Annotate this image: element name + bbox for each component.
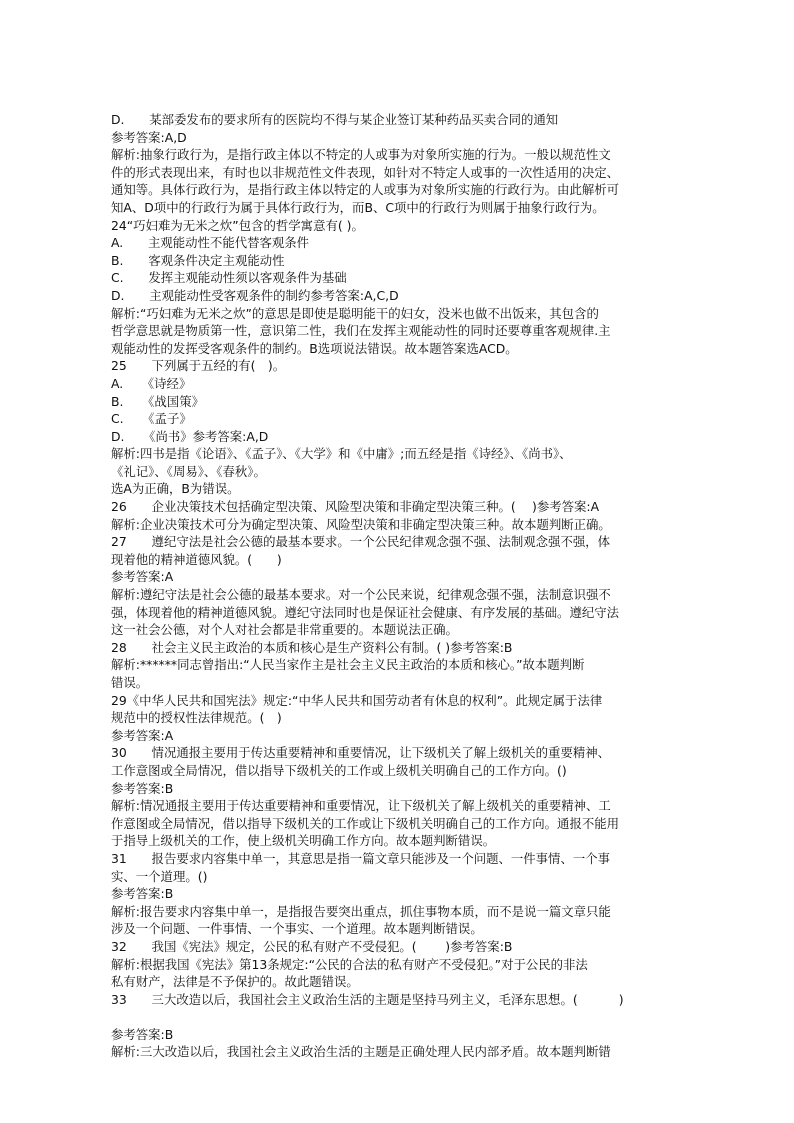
text-line: 25 下列属于五经的有( )。 (111, 358, 286, 374)
text-line: D. 《尚书》参考答案:A,D (111, 428, 269, 444)
text-line: 24“巧妇难为无米之炊”包含的哲学寓意有( )。 (111, 217, 364, 233)
text-line: 强，体现着他的精神道德风貌。遵纪守法同时也是保证社会健康、有序发展的基础。遵纪守法 (111, 604, 620, 620)
text-line: 哲学意思就是物质第一性，意识第二性，我们在发挥主观能动性的同时还要尊重客观规律.主 (111, 323, 611, 339)
text-line: 错误。 (111, 675, 149, 690)
text-line: 解析:报告要求内容集中单一，是指报告要突出重点，抓住事物本质，而不是说一篇文章只能 (111, 903, 611, 919)
text-line: 27 遵纪守法是社会公德的最基本要求。一个公民纪律观念强不强、法制观念强不强，体 (111, 534, 611, 550)
text-line: 参考答案:B (111, 886, 174, 902)
text-line: 知A、D项中的行政行为属于具体行政行为，而B、C项中的行政行为则属于抽象行政行为。 (111, 199, 605, 215)
text-line: 解析:四书是指《论语》、《孟子》、《大学》和《中庸》;而五经是指《诗经》、《尚书》、 (111, 446, 572, 462)
text-line (111, 1008, 689, 1026)
text-line: C. 《孟子》 (111, 411, 192, 427)
text-line: 观能动性的发挥受客观条件的制约。B选项说法错误。故本题答案选ACD。 (111, 340, 518, 356)
text-line: 解析:根据我国《宪法》第13条规定:“公民的合法的私有财产不受侵犯。”对于公民的非法 (111, 956, 588, 972)
text-line: 解析:三大改造以后，我国社会主义政治生活的主题是正确处理人民内部矛盾。故本题判断错 (111, 1044, 611, 1060)
text-line: 参考答案:A (111, 569, 174, 585)
text-line: 这一社会公德，对个人对社会都是非常重要的。本题说法正确。 (111, 622, 458, 638)
text-line: 解析:遵纪守法是社会公德的最基本要求。对一个公民来说，纪律观念强不强，法制意识强不 (111, 587, 611, 603)
text-line: 28 社会主义民主政治的本质和核心是生产资料公有制。( )参考答案:B (111, 639, 513, 655)
text-line: 解析:******同志曾指出:“人民当家作主是社会主义民主政治的本质和核心。”故本题判断 (111, 657, 585, 673)
text-line: A. 《诗经》 (111, 375, 192, 391)
text-line: D. 某部委发布的要求所有的医院均不得与某企业签订某种药品买卖合同的通知 (111, 112, 559, 127)
text-line: 工作意图或全局情况，借以指导下级机关的工作或上级机关明确自己的工作方向。() (111, 762, 567, 778)
text-line: 参考答案:B (111, 1026, 174, 1042)
text-line: 《礼记》、《周易》、《春秋》。 (111, 463, 266, 479)
text-line: 30 情况通报主要用于传达重要精神和重要情况，让下级机关了解上级机关的重要精神、 (111, 745, 611, 761)
text-line: 规范中的授权性法律规范。( ) (111, 710, 282, 726)
text-line: 私有财产，法律是不予保护的。故此题错误。 (111, 974, 359, 990)
text-line: 参考答案:A (111, 727, 174, 743)
text-line: 32 我国《宪法》规定，公民的私有财产不受侵犯。( )参考答案:B (111, 938, 513, 954)
text-line: 通知等。具体行政行为，是指行政主体以特定的人或事为对象所实施的行政行为。由此解析可 (111, 182, 620, 198)
text-line: 件的形式表现出来，有时也以非规范性文件表现，如针对不特定人或事的一次性适用的决定、 (111, 164, 620, 180)
text-line: B. 客观条件决定主观能动性 (111, 252, 285, 268)
text-line: 作意图或全局情况，借以指导下级机关的工作或让下级机关明确自己的工作方向。通报不能用 (111, 815, 620, 831)
text-line: 解析:“巧妇难为无米之炊”的意思是即使是聪明能干的妇女，没米也做不出饭来，其包含的 (111, 305, 599, 321)
text-line: 解析:抽象行政行为，是指行政主体以不特定的人或事为对象所实施的行为。一般以规范性文 (111, 147, 611, 163)
text-line: 26 企业决策技术包括确定型决策、风险型决策和非确定型决策三种。( )参考答案:A (111, 499, 600, 515)
text-line: B. 《战国策》 (111, 393, 204, 409)
text-line: 现着他的精神道德风貌。( ) (111, 551, 282, 567)
document-body (111, 111, 689, 1061)
text-line: 涉及一个问题、一件事情、一个事实、一个道理。故本题判断错误。 (111, 921, 483, 937)
text-line: 参考答案:B (111, 780, 174, 796)
text-line: 选A为正确，B为错误。 (111, 481, 240, 497)
text-line: 参考答案:A,D (111, 129, 187, 145)
text-line: 29《中华人民共和国宪法》规定:“中华人民共和国劳动者有休息的权利”。此规定属于法律 (111, 692, 603, 708)
text-line: 解析:企业决策技术可分为确定型决策、风险型决策和非确定型决策三种。故本题判断正确。 (111, 516, 611, 532)
text-line: 实、一个道理。() (111, 868, 208, 884)
text-line: 33 三大改造以后，我国社会主义政治生活的主题是坚持马列主义，毛泽东思想。( ) (111, 991, 624, 1007)
text-line: A. 主观能动性不能代替客观条件 (111, 235, 310, 251)
text-line: 解析:情况通报主要用于传达重要精神和重要情况，让下级机关了解上级机关的重要精神、工 (111, 798, 611, 814)
text-line: 31 报告要求内容集中单一，其意思是指一篇文章只能涉及一个问题、一件事情、一个事 (111, 850, 611, 866)
text-line: 于指导上级机关的工作，使上级机关明确工作方向。故本题判断错误。 (111, 833, 496, 849)
text-line: C. 发挥主观能动性须以客观条件为基础 (111, 270, 347, 286)
text-line: D. 主观能动性受客观条件的制约参考答案:A,C,D (111, 287, 399, 303)
